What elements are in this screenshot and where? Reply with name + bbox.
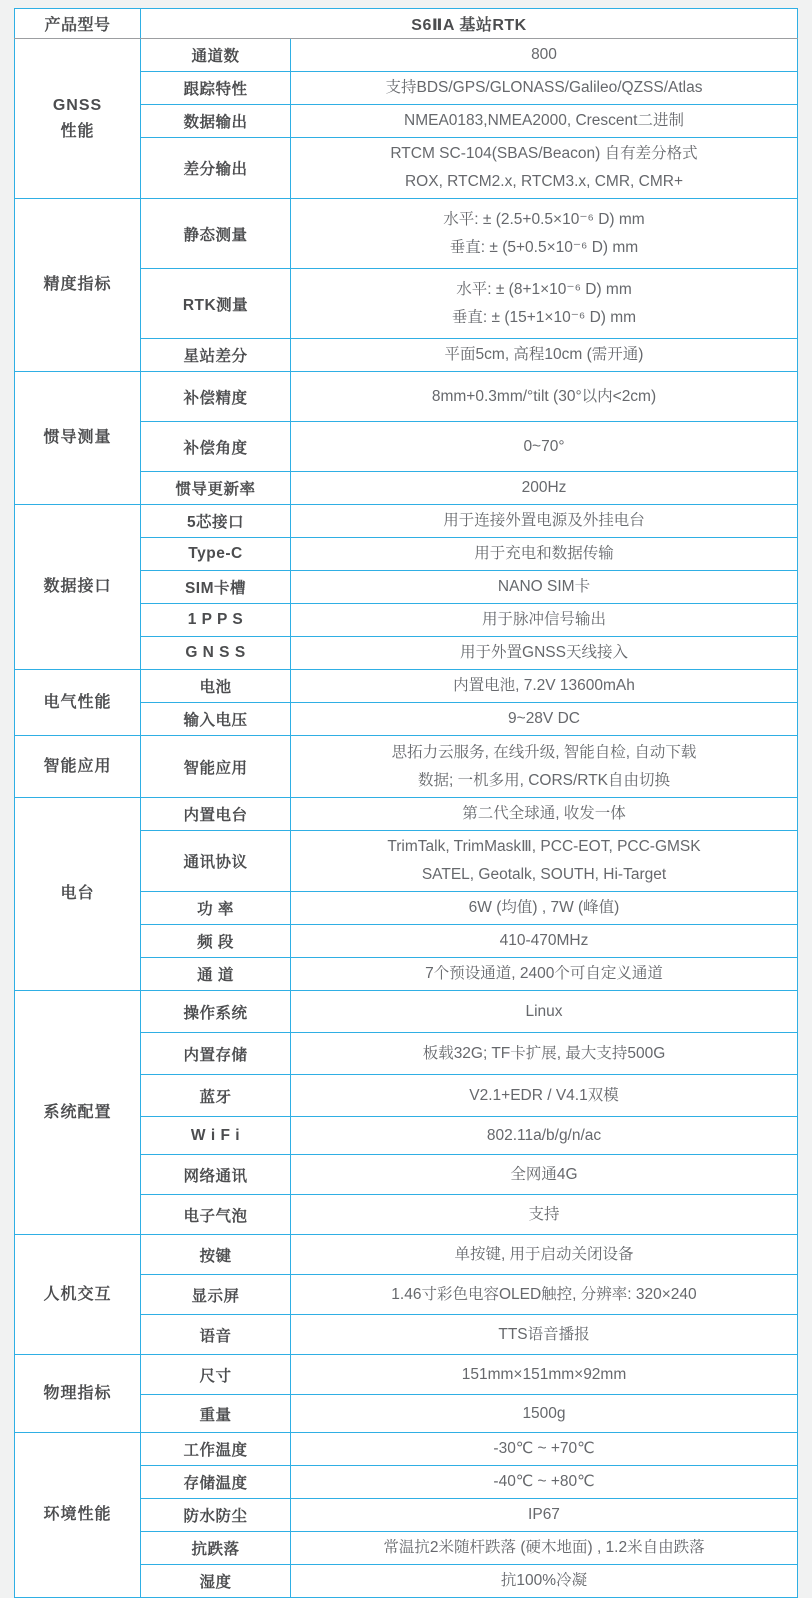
product-spec-table xyxy=(14,8,798,1598)
value-cell xyxy=(291,1466,798,1499)
param-cell: 通 道 xyxy=(141,958,291,991)
product-model-label: 产品型号 xyxy=(15,9,141,39)
value-cell xyxy=(291,422,798,472)
category-cell-system-config xyxy=(15,991,141,1235)
value-cell xyxy=(291,1195,798,1235)
value-cell xyxy=(291,1235,798,1275)
param-cell: 惯导更新率 xyxy=(141,472,291,505)
value-line: 水平: ± (2.5+0.5×10⁻⁶ D) mm xyxy=(443,210,645,228)
param-cell: 网络通讯 xyxy=(141,1155,291,1195)
category-label: 精度指标 xyxy=(43,276,112,293)
param-cell: 内置电台 xyxy=(141,798,291,831)
category-cell-smart-app xyxy=(15,736,141,798)
param-cell: RTK测量 xyxy=(141,269,291,339)
category-label: 惯导测量 xyxy=(43,429,112,446)
value-cell xyxy=(291,505,798,538)
value-line: 6W (均值) , 7W (峰值) xyxy=(468,899,620,916)
value-line: 9~28V DC xyxy=(508,710,580,727)
value-cell xyxy=(291,472,798,505)
value-line: IP67 xyxy=(528,1506,560,1523)
param-cell: 内置存储 xyxy=(141,1033,291,1075)
param-cell: 数据输出 xyxy=(141,105,291,138)
category-label: 系统配置 xyxy=(43,1103,112,1121)
value-cell xyxy=(291,670,798,703)
param-cell: SIM卡槽 xyxy=(141,571,291,604)
param-cell: 5芯接口 xyxy=(141,505,291,538)
param-cell: 通道数 xyxy=(141,39,291,72)
spec-row xyxy=(15,1235,798,1275)
value-line: 垂直: ± (5+0.5×10⁻⁶ D) mm xyxy=(449,238,639,256)
value-cell xyxy=(291,372,798,422)
value-line: 支持 xyxy=(528,1205,560,1223)
param-cell: 抗跌落 xyxy=(141,1532,291,1565)
param-cell: 显示屏 xyxy=(141,1275,291,1315)
value-line: 水平: ± (8+1×10⁻⁶ D) mm xyxy=(456,280,632,298)
value-cell xyxy=(291,1155,798,1195)
value-cell xyxy=(291,1565,798,1598)
param-cell: 存储温度 xyxy=(141,1466,291,1499)
spec-row xyxy=(15,1355,798,1395)
value-cell xyxy=(291,958,798,991)
value-cell xyxy=(291,925,798,958)
category-cell-physical xyxy=(15,1355,141,1433)
value-line: 单按键, 用于启动关闭设备 xyxy=(454,1245,634,1263)
category-label: 电气性能 xyxy=(43,693,112,711)
category-label: 物理指标 xyxy=(43,1384,112,1402)
value-line: V2.1+EDR / V4.1双模 xyxy=(469,1086,619,1104)
value-line: 7个预设通道, 2400个可自定义通道 xyxy=(425,965,663,982)
value-cell xyxy=(291,703,798,736)
value-cell xyxy=(291,1499,798,1532)
value-line: 用于脉冲信号输出 xyxy=(481,611,606,628)
value-line: 平面5cm, 高程10cm (需开通) xyxy=(444,346,644,363)
category-cell-interaction xyxy=(15,1235,141,1355)
value-line: 内置电池, 7.2V 13600mAh xyxy=(453,677,635,694)
value-cell xyxy=(291,991,798,1033)
value-line: 全网通4G xyxy=(510,1165,578,1183)
value-cell xyxy=(291,1033,798,1075)
value-line: 板载32G; TF卡扩展, 最大支持500G xyxy=(422,1044,666,1062)
param-cell: 按键 xyxy=(141,1235,291,1275)
value-cell xyxy=(291,269,798,339)
value-line: 1500g xyxy=(522,1404,566,1422)
product-model-row xyxy=(15,9,798,39)
value-cell xyxy=(291,1117,798,1155)
value-line: -40℃ ~ +80℃ xyxy=(493,1473,595,1490)
spec-row xyxy=(15,372,798,422)
spec-row xyxy=(15,736,798,798)
category-cell-gnss-performance xyxy=(15,39,141,199)
value-cell xyxy=(291,571,798,604)
value-line: ROX, RTCM2.x, RTCM3.x, CMR, CMR+ xyxy=(404,173,684,190)
value-line: 常温抗2米随杆跌落 (硬木地面) , 1.2米自由跌落 xyxy=(383,1539,705,1556)
value-cell xyxy=(291,138,798,199)
param-cell: 重量 xyxy=(141,1395,291,1433)
param-cell: 防水防尘 xyxy=(141,1499,291,1532)
value-cell xyxy=(291,604,798,637)
param-cell: 蓝牙 xyxy=(141,1075,291,1117)
param-cell: 电子气泡 xyxy=(141,1195,291,1235)
value-line: 802.11a/b/g/n/ac xyxy=(486,1126,602,1144)
value-line: 8mm+0.3mm/°tilt (30°以内<2cm) xyxy=(431,387,657,405)
param-cell: 差分输出 xyxy=(141,138,291,199)
value-line: -30℃ ~ +70℃ xyxy=(493,1440,595,1457)
value-line: NMEA0183,NMEA2000, Crescent二进制 xyxy=(404,112,684,129)
value-cell xyxy=(291,339,798,372)
param-cell: 输入电压 xyxy=(141,703,291,736)
spec-row xyxy=(15,39,798,72)
value-cell xyxy=(291,892,798,925)
param-cell: 工作温度 xyxy=(141,1433,291,1466)
value-line: 用于连接外置电源及外挂电台 xyxy=(443,512,645,529)
category-label: 智能应用 xyxy=(43,757,112,775)
spec-row xyxy=(15,1433,798,1466)
value-line: NANO SIM卡 xyxy=(497,578,591,595)
value-cell xyxy=(291,1395,798,1433)
value-cell xyxy=(291,72,798,105)
param-cell: W i F i xyxy=(141,1117,291,1155)
category-label: 电台 xyxy=(60,885,95,902)
value-line: 800 xyxy=(531,46,557,63)
param-cell: 频 段 xyxy=(141,925,291,958)
value-line: 用于充电和数据传输 xyxy=(474,545,614,562)
value-line: 垂直: ± (15+1×10⁻⁶ D) mm xyxy=(451,308,637,326)
param-cell: 湿度 xyxy=(141,1565,291,1598)
spec-row xyxy=(15,670,798,703)
value-cell xyxy=(291,39,798,72)
category-label: 人机交互 xyxy=(43,1285,112,1303)
spec-sheet xyxy=(14,8,798,1598)
value-cell xyxy=(291,1275,798,1315)
param-cell: 星站差分 xyxy=(141,339,291,372)
value-line: 0~70° xyxy=(523,437,565,455)
value-line: 用于外置GNSS天线接入 xyxy=(460,644,628,661)
value-line: 数据; 一机多用, CORS/RTK自由切换 xyxy=(417,771,671,789)
spec-row xyxy=(15,505,798,538)
value-line: 思拓力云服务, 在线升级, 智能自检, 自动下载 xyxy=(391,743,697,761)
value-line: 支持BDS/GPS/GLONASS/Galileo/QZSS/Atlas xyxy=(385,79,703,96)
param-cell: Type-C xyxy=(141,538,291,571)
value-cell xyxy=(291,798,798,831)
param-cell: 电池 xyxy=(141,670,291,703)
category-label: 环境性能 xyxy=(43,1506,112,1523)
param-cell: 补偿角度 xyxy=(141,422,291,472)
value-line: 抗100%冷凝 xyxy=(500,1572,588,1589)
value-line: 410-470MHz xyxy=(499,932,589,949)
param-cell: 1 P P S xyxy=(141,604,291,637)
value-cell xyxy=(291,199,798,269)
value-line: TTS语音播报 xyxy=(498,1325,590,1343)
category-cell-data-interface xyxy=(15,505,141,670)
category-cell-environment xyxy=(15,1433,141,1598)
param-cell: 尺寸 xyxy=(141,1355,291,1395)
value-cell xyxy=(291,831,798,892)
product-model-value: S6ⅡA 基站RTK xyxy=(141,9,798,39)
value-cell xyxy=(291,1355,798,1395)
category-label: GNSS xyxy=(52,96,103,114)
value-cell xyxy=(291,1075,798,1117)
value-line: 第二代全球通, 收发一体 xyxy=(462,805,626,822)
spec-row xyxy=(15,199,798,269)
param-cell: 操作系统 xyxy=(141,991,291,1033)
category-cell-electrical xyxy=(15,670,141,736)
spec-row xyxy=(15,991,798,1033)
category-label: 性能 xyxy=(60,122,95,140)
value-cell xyxy=(291,105,798,138)
value-cell xyxy=(291,538,798,571)
value-line: 151mm×151mm×92mm xyxy=(461,1365,627,1383)
param-cell: G N S S xyxy=(141,637,291,670)
category-cell-radio xyxy=(15,798,141,991)
value-cell xyxy=(291,736,798,798)
value-cell xyxy=(291,1532,798,1565)
category-cell-ins-measure xyxy=(15,372,141,505)
value-line: RTCM SC-104(SBAS/Beacon) 自有差分格式 xyxy=(390,145,698,162)
value-cell xyxy=(291,1315,798,1355)
category-cell-accuracy xyxy=(15,199,141,372)
category-label: 数据接口 xyxy=(43,578,112,595)
param-cell: 通讯协议 xyxy=(141,831,291,892)
value-line: SATEL, Geotalk, SOUTH, Hi-Target xyxy=(421,866,667,883)
param-cell: 智能应用 xyxy=(141,736,291,798)
param-cell: 功 率 xyxy=(141,892,291,925)
param-cell: 补偿精度 xyxy=(141,372,291,422)
param-cell: 静态测量 xyxy=(141,199,291,269)
value-line: Linux xyxy=(525,1002,563,1020)
param-cell: 跟踪特性 xyxy=(141,72,291,105)
value-line: 200Hz xyxy=(521,479,567,496)
value-line: TrimTalk, TrimMaskⅢ, PCC-EOT, PCC-GMSK xyxy=(387,838,701,855)
value-line: 1.46寸彩色电容OLED触控, 分辨率: 320×240 xyxy=(391,1285,697,1303)
param-cell: 语音 xyxy=(141,1315,291,1355)
value-cell xyxy=(291,1433,798,1466)
value-cell xyxy=(291,637,798,670)
spec-row xyxy=(15,798,798,831)
